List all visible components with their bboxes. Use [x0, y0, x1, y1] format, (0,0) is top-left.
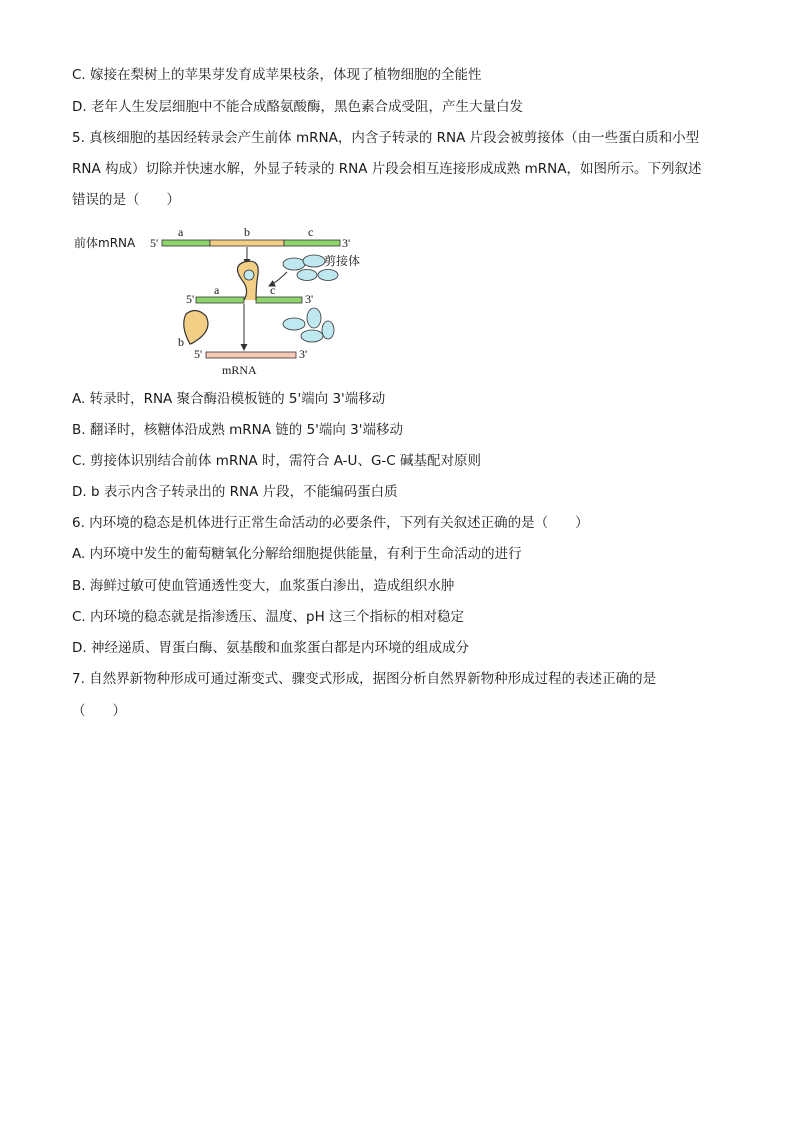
question-6-option-b: B. 海鲜过敏可使血管通透性变大，血浆蛋白渗出，造成组织水肿	[72, 578, 455, 594]
splice-segment-c-label: c	[270, 283, 276, 297]
spliceosome-particle	[318, 270, 338, 281]
question-5-stem-line3: 错误的是（ ）	[72, 192, 180, 208]
mrna-3prime-label: 3'	[299, 347, 308, 361]
spliceosome-particle	[283, 258, 305, 270]
excised-b-label: b	[178, 335, 184, 349]
splice-segment-a-label: a	[214, 283, 220, 297]
option-d-prev: D. 老年人生发层细胞中不能合成酪氨酸酶，黑色素合成受阻，产生大量白发	[72, 99, 523, 115]
question-7-stem: 7. 自然界新物种形成可通过渐变式、骤变式形成，据图分析自然界新物种形成过程的表述正确的是	[72, 671, 657, 687]
spliceosome-label: 剪接体	[324, 254, 361, 268]
mrna-5prime-label: 5'	[194, 347, 203, 361]
precursor-exon-a	[162, 240, 210, 246]
question-6-option-a: A. 内环境中发生的葡萄糖氧化分解给细胞提供能量，有利于生命活动的进行	[72, 546, 522, 562]
question-5-stem-line1: 5. 真核细胞的基因经转录会产生前体 mRNA，内含子转录的 RNA 片段会被剪接体（由一些蛋白质和小型	[72, 130, 700, 146]
mrna-label: mRNA	[222, 363, 257, 377]
splice-5prime-label: 5'	[186, 292, 195, 306]
precursor-3prime-label: 3'	[342, 236, 351, 250]
splice-exon-c	[256, 297, 302, 303]
spliceosome-particle	[244, 270, 254, 280]
precursor-intron-b	[210, 240, 284, 246]
question-5-option-c: C. 剪接体识别结合前体 mRNA 时，需符合 A-U、G-C 碱基配对原则	[72, 453, 481, 469]
question-6-stem: 6. 内环境的稳态是机体进行正常生命活动的必要条件，下列有关叙述正确的是（ ）	[72, 515, 589, 531]
mature-mrna	[206, 352, 296, 358]
spliceosome-particle	[303, 255, 325, 267]
question-6-option-c: C. 内环境的稳态就是指渗透压、温度、pH 这三个指标的相对稳定	[72, 609, 465, 625]
question-5-option-b: B. 翻译时，核糖体沿成熟 mRNA 链的 5'端向 3'端移动	[72, 422, 403, 438]
question-5-option-a: A. 转录时，RNA 聚合酶沿模板链的 5'端向 3'端移动	[72, 391, 386, 407]
spliceosome-particle	[301, 330, 323, 342]
splice-3prime-label: 3'	[305, 292, 314, 306]
spliceosome-particle	[322, 321, 334, 339]
segment-a-label: a	[178, 225, 184, 239]
splice-exon-a	[196, 297, 244, 303]
precursor-exon-c	[284, 240, 340, 246]
segment-b-label: b	[244, 225, 250, 239]
segment-c-label: c	[308, 225, 314, 239]
precursor-mrna-label: 前体mRNA	[74, 236, 136, 250]
question-7-answer-paren: （ ）	[72, 703, 126, 719]
spliceosome-particle	[283, 318, 305, 330]
spliceosome-particle	[307, 308, 321, 328]
excised-intron-b	[184, 310, 208, 344]
splicing-diagram	[72, 220, 372, 380]
precursor-5prime-label: 5'	[150, 236, 159, 250]
intron-lariat	[237, 261, 258, 300]
question-5-option-d: D. b 表示内含子转录出的 RNA 片段，不能编码蛋白质	[72, 484, 398, 500]
option-c-prev: C. 嫁接在梨树上的苹果芽发育成苹果枝条，体现了植物细胞的全能性	[72, 67, 482, 83]
question-5-stem-line2: RNA 构成）切除并快速水解，外显子转录的 RNA 片段会相互连接形成成熟 mRNA，如图所示。下列叙述	[72, 161, 702, 177]
question-6-option-d: D. 神经递质、胃蛋白酶、氨基酸和血浆蛋白都是内环境的组成成分	[72, 640, 469, 656]
spliceosome-particle	[297, 270, 317, 281]
